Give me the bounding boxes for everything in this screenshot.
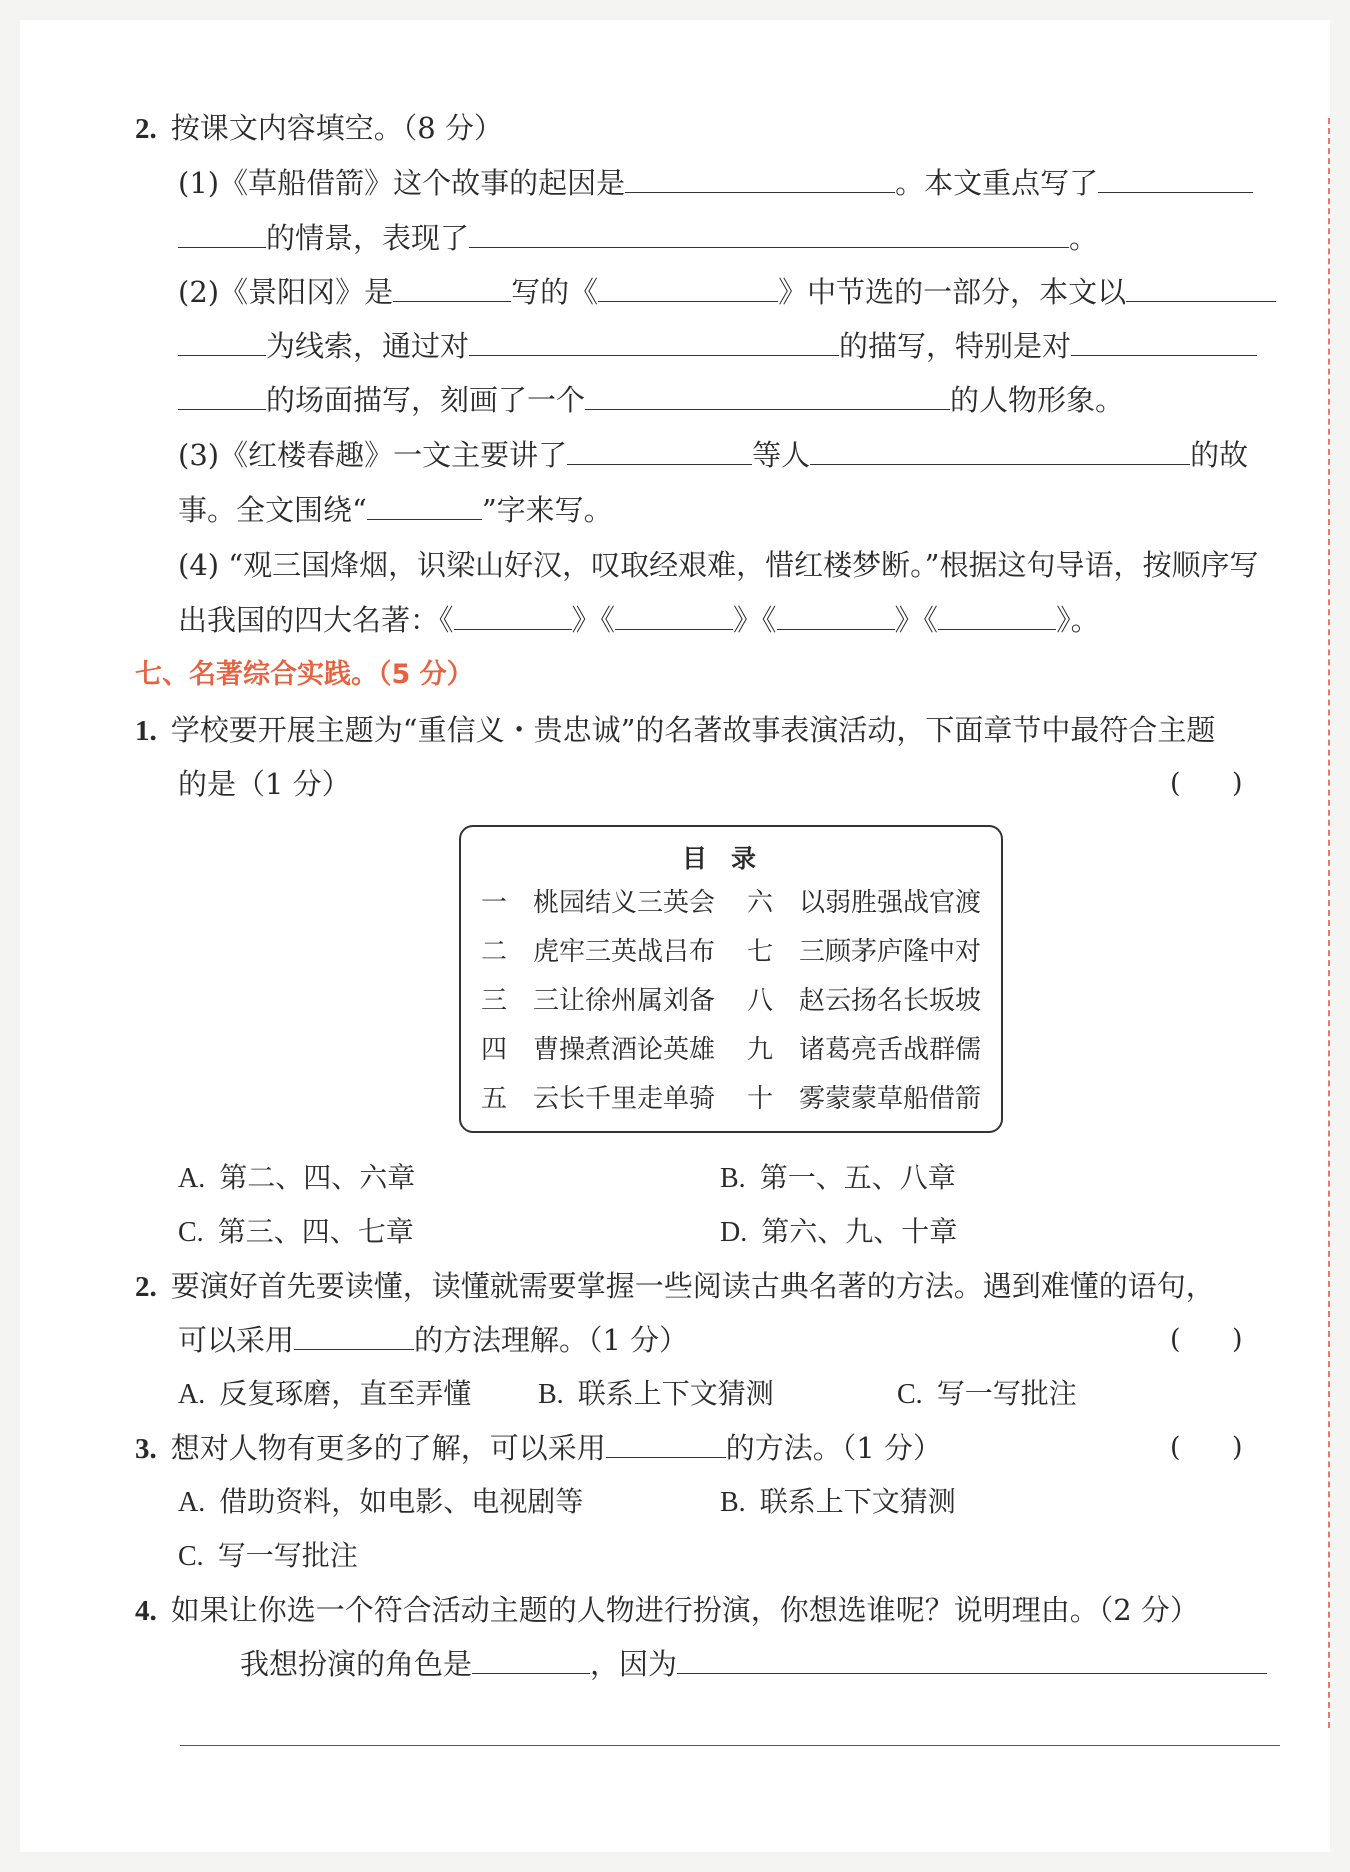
- q2-s2-line1: [178, 272, 1276, 312]
- text: 的描写，特别是对: [839, 329, 1072, 363]
- answer-blank[interactable]: [294, 1325, 414, 1350]
- answer-blank[interactable]: [367, 495, 482, 520]
- text: 的故: [1190, 438, 1249, 472]
- text: (3)《红楼春趣》一文主要讲了: [178, 438, 568, 472]
- toc-chapter: 虎牢三英战吕布: [533, 937, 716, 967]
- answer-blank[interactable]: [1071, 331, 1257, 356]
- answer-blank[interactable]: [454, 605, 572, 630]
- answer-blank[interactable]: [810, 440, 1190, 465]
- option-letter: A.: [178, 1379, 206, 1410]
- answer-blank[interactable]: [469, 223, 1069, 248]
- text: ，因为: [590, 1647, 678, 1681]
- toc-row: [461, 981, 1001, 1021]
- answer-blank[interactable]: [585, 385, 950, 410]
- answer-blank[interactable]: [178, 385, 266, 410]
- answer-line[interactable]: [180, 1745, 1280, 1746]
- question-number: 1.: [135, 715, 157, 747]
- text: 的场面描写，刻画了一个: [266, 383, 586, 417]
- option-letter: B.: [720, 1487, 746, 1518]
- text: 。: [1069, 221, 1099, 255]
- question-text: 按课文内容填空。（8 分）: [170, 111, 503, 145]
- option-letter: A.: [178, 1487, 206, 1518]
- answer-blank[interactable]: [625, 168, 895, 193]
- question-text: 要演好首先要读懂，读懂就需要掌握一些阅读古典名著的方法。遇到难懂的语句，: [170, 1269, 1215, 1303]
- q7-4-line1: [135, 1590, 1199, 1631]
- toc-num: 七: [747, 937, 774, 967]
- q2-s4-line1: [178, 545, 1258, 585]
- answer-blank[interactable]: [472, 1649, 590, 1674]
- text: 》中节选的一部分，本文以: [778, 275, 1127, 309]
- text: (2)《景阳冈》是: [178, 275, 394, 309]
- option-letter: B.: [538, 1379, 564, 1410]
- answer-blank[interactable]: [469, 331, 839, 356]
- table-of-contents-box: [459, 825, 1003, 1133]
- text: 的人物形象。: [950, 383, 1125, 417]
- text: 》。: [1056, 603, 1100, 637]
- answer-blank[interactable]: [1126, 277, 1276, 302]
- text: 想对人物有更多的了解，可以采用: [170, 1431, 606, 1465]
- text: 的方法。（1 分）: [725, 1431, 942, 1465]
- question-2-title: [135, 108, 503, 149]
- answer-parentheses[interactable]: ( ): [1170, 768, 1243, 799]
- q2-s3-line2: [178, 490, 613, 530]
- toc-row: [461, 1030, 1001, 1070]
- option-c[interactable]: [178, 1212, 414, 1253]
- text: 出我国的四大名著：《: [178, 603, 454, 637]
- option-a[interactable]: [178, 1482, 583, 1523]
- answer-blank[interactable]: [606, 1433, 726, 1458]
- toc-chapter: 曹操煮酒论英雄: [533, 1035, 716, 1065]
- option-text: 借助资料，如电影、电视剧等: [219, 1485, 584, 1518]
- question-text: 如果让你选一个符合活动主题的人物进行扮演，你想选谁呢？说明理由。（2 分）: [170, 1593, 1199, 1627]
- text: 的情景，表现了: [266, 221, 470, 255]
- q7-3-line1: [135, 1428, 942, 1469]
- text: 可以采用: [178, 1323, 295, 1357]
- text: (1)《草船借箭》这个故事的起因是: [178, 166, 626, 200]
- toc-num: 九: [747, 1035, 774, 1065]
- answer-blank[interactable]: [615, 605, 733, 630]
- answer-blank[interactable]: [938, 605, 1056, 630]
- answer-parentheses[interactable]: ( ): [1170, 1324, 1243, 1355]
- option-text: 联系上下文猜测: [759, 1485, 956, 1518]
- option-c[interactable]: [178, 1536, 358, 1577]
- answer-blank[interactable]: [677, 1649, 1267, 1674]
- answer-blank[interactable]: [178, 223, 266, 248]
- option-letter: A.: [178, 1163, 206, 1194]
- toc-num: 五: [481, 1084, 508, 1114]
- option-text: 联系上下文猜测: [577, 1377, 774, 1410]
- question-number: 2.: [135, 1271, 157, 1303]
- option-text: 第三、四、七章: [217, 1215, 414, 1248]
- option-text: 第二、四、六章: [219, 1161, 416, 1194]
- option-d[interactable]: [720, 1212, 957, 1253]
- text: 》《: [894, 603, 939, 637]
- option-a[interactable]: [178, 1374, 471, 1415]
- option-letter: C.: [178, 1541, 204, 1572]
- toc-num: 二: [481, 937, 508, 967]
- text: 的方法理解。（1 分）: [414, 1323, 689, 1357]
- q2-s1-line1: [178, 163, 1253, 203]
- margin-dashed-line: [1328, 118, 1330, 1728]
- option-a[interactable]: [178, 1158, 415, 1199]
- text: (4) “观三国烽烟，识梁山好汉，叹取经艰难，惜红楼梦断。”根据这句导语，按顺序写: [178, 548, 1259, 582]
- answer-blank[interactable]: [1098, 168, 1253, 193]
- text: 。本文重点写了: [895, 166, 1099, 200]
- q7-1-line1: [135, 710, 1215, 751]
- option-text: 写一写批注: [936, 1377, 1077, 1410]
- q2-s3-line1: [178, 435, 1248, 475]
- toc-row: [461, 1079, 1001, 1119]
- text: 写的《: [511, 275, 599, 309]
- question-number: 4.: [135, 1595, 157, 1627]
- option-letter: D.: [720, 1217, 748, 1248]
- question-number: 2.: [135, 113, 157, 145]
- option-c[interactable]: [897, 1374, 1077, 1415]
- toc-chapter: 诸葛亮舌战群儒: [799, 1035, 982, 1065]
- toc-chapter: 云长千里走单骑: [533, 1084, 716, 1114]
- toc-row: [461, 932, 1001, 972]
- q7-1-line2: 的是（1 分）: [178, 767, 351, 801]
- option-text: 写一写批注: [217, 1539, 358, 1572]
- toc-num: 八: [747, 986, 774, 1016]
- toc-chapter: 赵云扬名长坂坡: [799, 986, 982, 1016]
- answer-parentheses[interactable]: ( ): [1170, 1432, 1243, 1463]
- q7-2-line1: [135, 1266, 1215, 1307]
- option-letter: B.: [720, 1163, 746, 1194]
- option-text: 反复琢磨，直至弄懂: [219, 1377, 472, 1410]
- toc-row: [461, 883, 1001, 923]
- question-number: 3.: [135, 1433, 157, 1465]
- answer-blank[interactable]: [567, 440, 752, 465]
- q2-s1-line2: [178, 218, 1098, 258]
- text: 为线索，通过对: [266, 329, 470, 363]
- option-b[interactable]: [720, 1158, 956, 1199]
- question-text: 学校要开展主题为“重信义・贵忠诚”的名著故事表演活动，下面章节中最符合主题: [170, 713, 1216, 747]
- toc-chapter: 桃园结义三英会: [533, 888, 716, 918]
- toc-num: 三: [481, 986, 508, 1016]
- q7-4-line2: [240, 1644, 1267, 1684]
- text: 》《: [571, 603, 616, 637]
- text: 我想扮演的角色是: [240, 1647, 473, 1681]
- text: 》《: [733, 603, 777, 637]
- toc-num: 十: [747, 1084, 774, 1114]
- text: 等人: [752, 438, 811, 472]
- answer-blank[interactable]: [777, 605, 895, 630]
- toc-title: 目录: [681, 844, 780, 873]
- toc-num: 一: [481, 888, 508, 918]
- toc-chapter: 三让徐州属刘备: [533, 986, 716, 1016]
- q2-s2-line3: [178, 380, 1124, 420]
- q2-s2-line2: [178, 326, 1257, 366]
- toc-chapter: 雾蒙蒙草船借箭: [799, 1084, 982, 1114]
- toc-chapter: 以弱胜强战官渡: [799, 888, 982, 918]
- text: 事。全文围绕“: [178, 493, 367, 527]
- answer-blank[interactable]: [598, 277, 778, 302]
- toc-chapter: 三顾茅庐隆中对: [799, 937, 982, 967]
- q7-2-line2: [178, 1320, 688, 1360]
- option-letter: C.: [897, 1379, 923, 1410]
- section-7-title: 七、名著综合实践。（5 分）: [135, 659, 474, 690]
- toc-num: 六: [747, 888, 774, 918]
- q2-s4-line2: [178, 600, 1100, 640]
- option-text: 第六、九、十章: [761, 1215, 958, 1248]
- answer-blank[interactable]: [393, 277, 511, 302]
- option-letter: C.: [178, 1217, 204, 1248]
- toc-num: 四: [481, 1035, 508, 1065]
- option-b[interactable]: [720, 1482, 956, 1523]
- answer-blank[interactable]: [178, 331, 266, 356]
- option-b[interactable]: [538, 1374, 774, 1415]
- text: ”字来写。: [481, 493, 613, 527]
- option-text: 第一、五、八章: [759, 1161, 956, 1194]
